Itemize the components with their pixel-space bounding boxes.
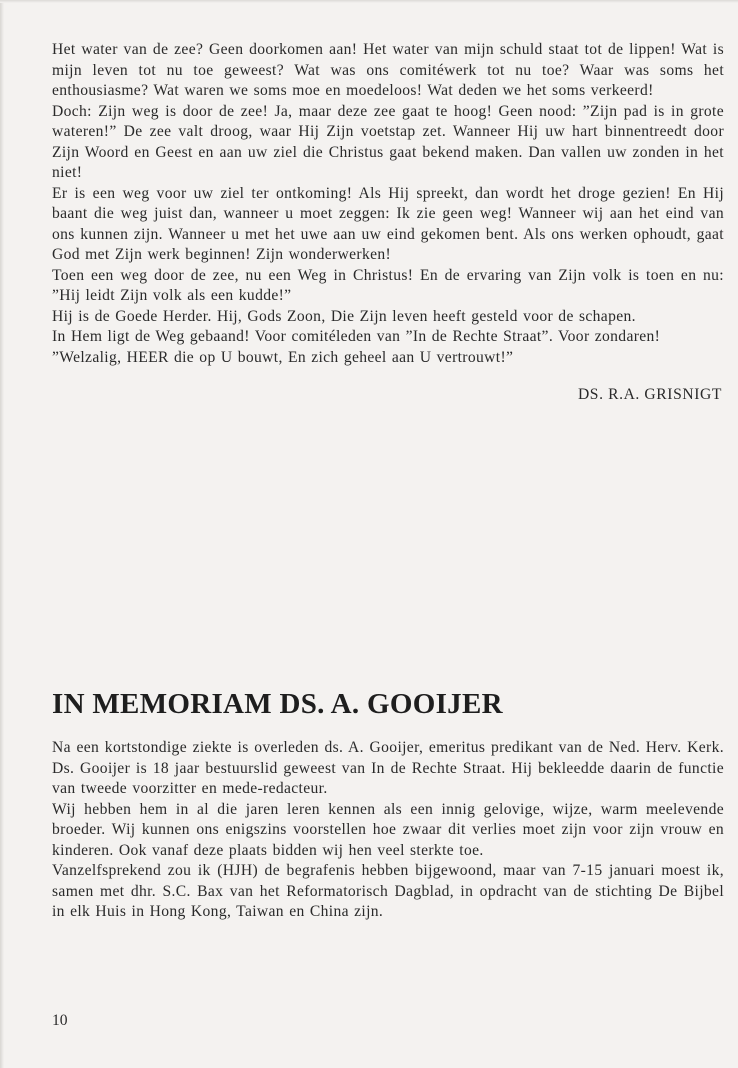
memoriam-paragraph: Na een kortstondige ziekte is overleden ds. A. Gooijer, emeritus predikant van de Ned. Herv. Kerk. Ds. Gooijer is 18 jaar bestuurslid geweest van In de Rechte Straat. Hij bekleedde daarin de functie van tweede voorzitter en mede-redacteur. [52,739,724,797]
page-left-edge-shadow [0,0,4,1068]
article-paragraph: Toen een weg door de zee, nu een Weg in Christus! En de ervaring van Zijn volk is toen en nu: ”Hij leidt Zijn volk als een kudde!” [52,266,724,304]
page-top-edge-shadow [0,0,738,3]
article-paragraph: ”Welzalig, HEER die op U bouwt, En zich geheel aan U vertrouwt!” [52,348,514,366]
article-continuation [52,40,724,404]
memoriam-paragraph: Vanzelfsprekend zou ik (HJH) de begrafenis hebben bijgewoond, maar van 7-15 januari moest ik, samen met dhr. S.C. Bax van het Reformatorisch Dagblad, in opdracht van de stichting De Bijbel in elk Huis in Hong Kong, Taiwan en China zijn. [52,862,724,920]
memoriam-heading: IN MEMORIAM DS. A. GOOIJER [52,688,503,720]
article-paragraph: Hij is de Goede Herder. Hij, Gods Zoon, Die Zijn leven heeft gesteld voor de schapen. [52,307,636,325]
page-number: 10 [52,1012,68,1029]
article-paragraph: Er is een weg voor uw ziel ter ontkoming! Als Hij spreekt, dan wordt het droge gezien! En Hij baant die weg juist dan, wanneer u moet zeggen: Ik zie geen weg! Wanneer wij aan het eind van ons kunnen zijn. Wanneer u met het uwe aan uw eind gekomen bent. Als ons werken ophoudt, gaat God met Zijn werk beginnen! Zijn wonderwerken! [52,184,724,263]
memoriam-paragraph: Wij hebben hem in al die jaren leren kennen als een innig gelovige, wijze, warm meelevende broeder. Wij kunnen ons enigszins voorstellen hoe zwaar dit verlies moet zijn voor zijn vrouw en kinderen. Ook vanaf deze plaats bidden wij hen veel sterkte toe. [52,800,724,859]
author-signature: DS. R.A. GRISNIGT [577,386,722,403]
article-paragraph: In Hem ligt de Weg gebaand! Voor comitéleden van ”In de Rechte Straat”. Voor zondaren! [52,328,661,345]
memoriam-body [52,738,724,923]
article-paragraph: Het water van de zee? Geen doorkomen aan! Het water van mijn schuld staat tot de lippen! Wat is mijn leven tot nu toe geweest? Wat was ons comitéwerk tot nu toe? Waar was soms het enthousiasme? Wat waren we soms moe en moedeloos! Wat deden we het soms verkeerd! [52,41,724,99]
article-paragraph: Doch: Zijn weg is door de zee! Ja, maar deze zee gaat te hoog! Geen nood: ”Zijn pad is in grote wateren!” De zee valt droog, waar Hij Zijn voetstap zet. Wanneer Hij uw hart binnentreedt door Zijn Woord en Geest en aan uw ziel die Christus gaat bekend maken. Dan vallen uw zonden in het niet! [52,102,724,181]
